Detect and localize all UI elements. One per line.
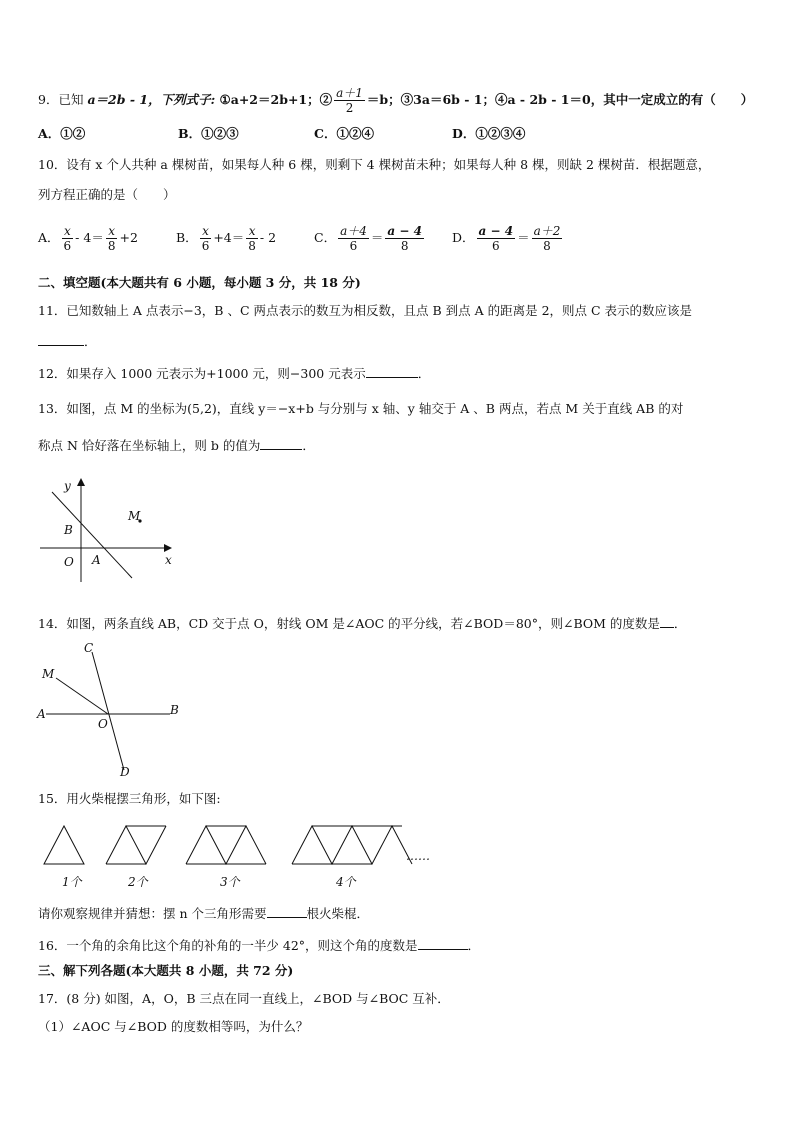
q10-c-frac-1 [338,224,369,253]
q10-c-mid: ＝ [370,230,384,245]
q15-matchstick-figure [36,818,456,894]
q9-option-c[interactable]: C．①②④ [314,126,374,141]
frac-num: a − 4 [478,224,514,238]
frac-num: x [62,224,74,239]
ellipsis: …… [406,849,430,863]
q10-option-d[interactable] [452,224,564,253]
question-16 [38,936,480,955]
q9-option-b[interactable]: B．①②③ [178,126,239,141]
q13-text: 称点 N 恰好落在坐标轴上，则 b 的值为 [38,438,261,453]
q10-a-frac-1 [62,224,74,253]
question-12 [38,364,430,383]
y-axis-arrow [77,478,85,486]
x-axis-arrow [164,544,172,552]
q10-b-mid: +4＝ [213,230,245,245]
q16-end: ． [467,938,481,953]
q14-text: 14．如图，两条直线 AB，CD 交于点 O，射线 OM 是∠AOC 的平分线，若∠BOD＝80°，则∠BOM 的度数是 [38,616,660,631]
question-15: 15．用火柴棍摆三角形，如下图: [38,791,221,806]
question-11-line-2 [38,332,97,351]
section-3-heading: 三、解下列各题(本大题共 8 小题，共 72 分) [38,963,294,978]
frac-den: 6 [63,239,72,253]
q9-frac-den: 2 [345,101,354,115]
q9-condition: a＝2b - 1，下列式子: [87,92,220,107]
q10-d-frac-2 [532,224,563,253]
q14-angle-figure [36,640,186,780]
q10-d-mid: ＝ [517,230,530,245]
question-17: 17．(8 分) 如图，A，O，B 三点在同一直线上，∠BOD 与∠BOC 互补． [38,991,450,1006]
caption-1: 1个 [62,875,82,889]
q15-answer-blank[interactable] [267,904,307,918]
q9-option-a[interactable]: A．①② [38,126,86,141]
caption-4: 4个 [336,875,356,889]
q10-c-frac-2 [385,224,424,253]
q13-answer-blank[interactable] [260,436,302,450]
question-10-line-2: 列方程正确的是（ ） [38,187,176,202]
q14-end: ． [673,616,687,631]
label-c: C [84,641,94,655]
q10-a-frac-2 [106,224,118,253]
q16-answer-blank[interactable] [418,936,468,950]
label-d: D [120,765,130,779]
label-m: M [42,667,55,681]
q10-a-label: A． [38,230,60,245]
q9-fraction [334,86,365,115]
q10-b-label: B． [176,230,198,245]
q10-c-label: C． [314,230,337,245]
question-13-line-1: 13．如图，点 M 的坐标为(5,2)，直线 y＝−x+b 与分别与 x 轴、y 轴交于 A 、B 两点，若点 M 关于直线 AB 的对 [38,401,684,416]
q10-d-frac-1 [477,224,516,253]
zigzag [186,826,266,864]
frac-den: 6 [201,239,210,253]
q10-a-mid: - 4＝ [75,230,104,245]
frac-den: 8 [543,239,551,253]
q12-end: ． [417,366,431,381]
pattern-1 [44,826,84,864]
section-2-heading: 二、填空题(本大题共有 6 小题，每小题 3 分，共 18 分) [38,275,361,290]
label-o: O [64,555,74,569]
q10-d-label: D． [452,230,475,245]
q11-answer-blank[interactable] [38,332,84,346]
q10-a-end: +2 [119,230,138,245]
frac-num: x [200,224,212,239]
question-11-line-1: 11．已知数轴上 A 点表示−3，B 、C 两点表示的数互为相反数，且点 B 到点 A 的距离是 2，则点 C 表示的数应该是 [38,303,693,318]
frac-num: a − 4 [387,224,422,238]
q13-coordinate-figure [36,474,180,586]
label-a: A [92,553,101,567]
question-9 [38,86,753,115]
frac-den: 8 [248,239,256,253]
frac-den: 8 [107,239,116,253]
label-a: A [37,707,46,721]
q15-ask-end: 根火柴棍． [306,906,370,921]
q9-item-1: ①a+2＝2b+1；② [219,92,333,107]
caption-3: 3个 [220,875,240,889]
question-17-part-1: （1）∠AOC 与∠BOD 的度数相等吗，为什么？ [38,1019,309,1034]
caption-2: 2个 [128,875,148,889]
y-axis-label: y [64,479,71,493]
q13-end: ． [302,438,315,453]
question-13-line-2 [38,436,315,455]
question-14 [38,614,686,633]
frac-num: a＋4 [340,224,367,238]
triangle [44,826,84,864]
frac-num: a＋2 [533,224,561,238]
q9-frac-num: a＋1 [336,86,363,100]
frac-den: 6 [491,239,500,253]
q15-ask-text: 请你观察规律并猜想：摆 n 个三角形需要 [38,906,267,921]
label-o: O [98,717,108,731]
question-15-ask [38,904,369,923]
x-axis-label: x [165,553,172,567]
q10-option-b[interactable] [176,224,276,253]
q11-end: ． [84,334,97,349]
q10-b-end: - 2 [259,230,277,245]
q12-answer-blank[interactable] [366,364,418,378]
label-b: B [64,523,73,537]
line-cd [92,652,124,770]
pattern-3 [186,826,266,864]
q10-option-c[interactable] [314,224,426,253]
frac-den: 8 [400,239,409,253]
q9-stem: 9．已知 [38,92,88,107]
label-b: B [170,703,179,717]
q16-text: 16．一个角的余角比这个角的补角的一半少 42°，则这个角的度数是 [38,938,418,953]
q10-b-frac-1 [200,224,212,253]
label-m: M [128,509,141,523]
frac-num: x [106,224,118,239]
pattern-4 [292,826,412,864]
frac-den: 6 [349,239,358,253]
q12-text: 12．如果存入 1000 元表示为+1000 元，则−300 元表示 [38,366,366,381]
q10-option-a[interactable] [38,224,138,253]
frac-num: x [246,224,258,239]
q9-item-2: ＝b；③3a＝6b - 1；④a - 2b - 1＝0，其中一定成立的有（ ） [366,92,754,107]
zigzag [292,826,412,864]
q10-b-frac-2 [246,224,258,253]
zigzag [106,826,166,864]
q14-answer-blank[interactable] [660,614,674,628]
question-10-line-1: 10．设有 x 个人共种 a 棵树苗，如果每人种 6 棵，则剩下 4 棵树苗未种；如果每人种 8 棵，则缺 2 棵树苗．根据题意， [38,157,711,172]
q9-option-d[interactable]: D．①②③④ [452,126,526,141]
pattern-2 [106,826,166,864]
